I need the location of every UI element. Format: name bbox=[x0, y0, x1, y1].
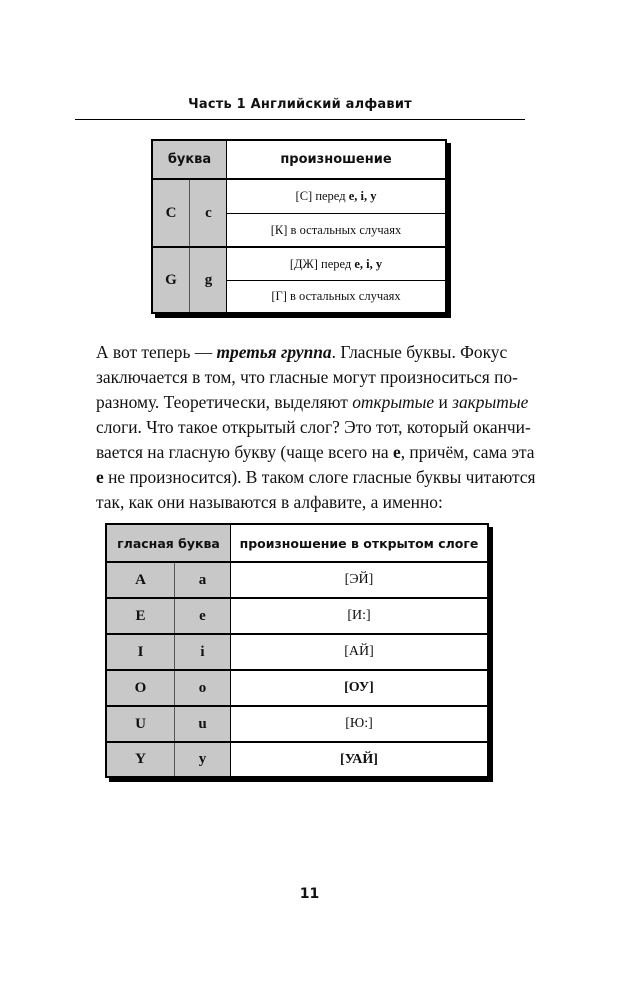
pronunciation: [УАЙ] bbox=[340, 751, 378, 767]
text-line: заключается в том, что гласные могут произноситься по- bbox=[96, 367, 518, 387]
pronunciation-cell bbox=[227, 281, 445, 312]
pronunciation-cell bbox=[227, 214, 445, 246]
table-header-vowel: гласная буква bbox=[107, 525, 231, 563]
uppercase-letter: U bbox=[107, 707, 175, 741]
vowel-row-u bbox=[107, 707, 487, 741]
vowel-row-e bbox=[107, 599, 487, 633]
vowel-row-a bbox=[107, 563, 487, 597]
text-line bbox=[96, 340, 526, 365]
lowercase-letter: u bbox=[175, 707, 231, 741]
text-run: вается на гласную букву (чаще всего на bbox=[96, 442, 393, 462]
text-run: не произносится). В таком слоге гласные буквы читаются bbox=[103, 467, 536, 487]
text-run: , причём, сама эта bbox=[400, 442, 535, 462]
uppercase-letter: E bbox=[107, 599, 175, 633]
text-line bbox=[96, 390, 528, 415]
lowercase-letter: i bbox=[175, 635, 231, 669]
pronunciation: [ОУ] bbox=[344, 680, 374, 695]
vowel-row-o bbox=[107, 671, 487, 705]
pronunciation: [И:] bbox=[347, 608, 371, 623]
header-rule bbox=[75, 119, 525, 120]
pronunciation-text: [С] перед bbox=[295, 189, 346, 203]
table-header-open-syllable: произношение в открытом слоге bbox=[231, 525, 487, 563]
vowel-pronunciation-table bbox=[105, 523, 489, 778]
uppercase-letter: A bbox=[107, 563, 175, 597]
uppercase-letter: O bbox=[107, 671, 175, 705]
lowercase-letter: a bbox=[175, 563, 231, 597]
lowercase-letter: g bbox=[204, 271, 213, 288]
italic-term: открытые bbox=[352, 392, 435, 412]
text-run: А вот теперь — bbox=[96, 342, 217, 362]
pronunciation-letters: e, i, y bbox=[354, 256, 383, 271]
letter-group-g bbox=[153, 248, 227, 312]
vowel-row-i bbox=[107, 635, 487, 669]
uppercase-letter: C bbox=[153, 180, 190, 246]
pronunciation: [Ю:] bbox=[345, 716, 373, 731]
lowercase-letter: c bbox=[205, 204, 212, 221]
pronunciation-text: [ДЖ] перед bbox=[289, 256, 352, 271]
lowercase-letter: y bbox=[175, 743, 231, 776]
lowercase-letter: o bbox=[175, 671, 231, 705]
vowel-row-y bbox=[107, 743, 487, 776]
text-line: слоги. Что такое открытый слог? Это тот, который оканчи- bbox=[96, 417, 531, 437]
text-run: и bbox=[434, 392, 453, 412]
bold-letter: e bbox=[96, 467, 104, 487]
pronunciation: [АЙ] bbox=[344, 644, 374, 659]
table-header-pronunciation: произношение bbox=[227, 141, 445, 180]
bold-letter: e bbox=[392, 442, 401, 462]
pronunciation-letters: e, i, y bbox=[348, 189, 377, 203]
pronunciation: [ЭЙ] bbox=[344, 572, 374, 587]
letter-group-c bbox=[153, 180, 227, 246]
text-run: разному. Теоретически, выделяют bbox=[96, 392, 353, 412]
running-header bbox=[75, 93, 525, 123]
pronunciation-cell bbox=[227, 180, 445, 213]
chapter-title: Часть 1 Английский алфавит bbox=[188, 97, 412, 112]
pronunciation-cell bbox=[227, 248, 445, 280]
pronunciation-text: [К] в остальных случаях bbox=[270, 222, 402, 237]
text-line bbox=[96, 465, 536, 490]
emphasis-term: третья группа bbox=[216, 342, 332, 362]
uppercase-letter: G bbox=[153, 248, 190, 312]
consonant-pronunciation-table bbox=[151, 139, 447, 314]
text-line: так, как они называются в алфавите, а именно: bbox=[96, 492, 443, 512]
text-run: . Гласные буквы. Фокус bbox=[331, 342, 508, 362]
page-number: 11 bbox=[299, 886, 320, 902]
text-line bbox=[96, 440, 534, 465]
uppercase-letter: Y bbox=[107, 743, 175, 776]
italic-term: закрытые bbox=[452, 392, 529, 412]
table-header-letter: буква bbox=[153, 141, 227, 180]
lowercase-letter: e bbox=[175, 599, 231, 633]
pronunciation-text: [Г] в остальных случаях bbox=[271, 289, 401, 303]
uppercase-letter: I bbox=[107, 635, 175, 669]
